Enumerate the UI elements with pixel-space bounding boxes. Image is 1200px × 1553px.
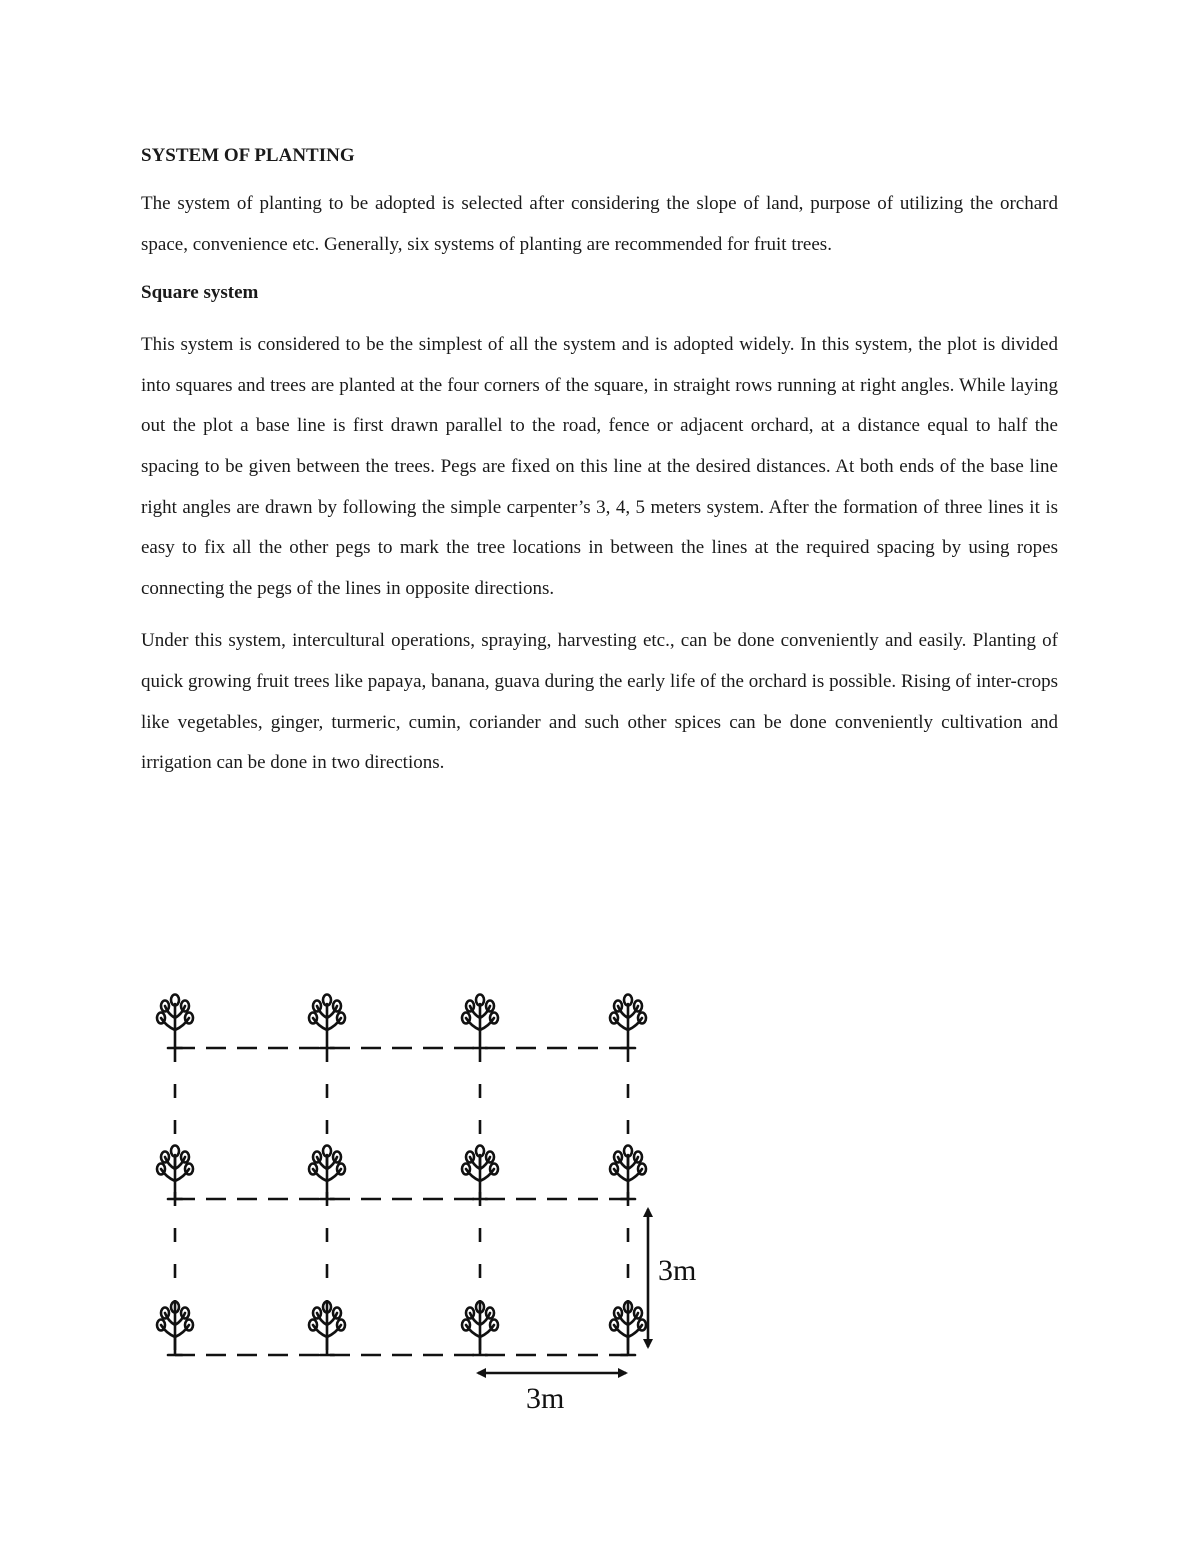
square-system-diagram xyxy=(140,975,740,1435)
sapling-icon xyxy=(462,1146,498,1200)
section-paragraph-1: This system is considered to be the simplest of all the system and is adopted widely. In this system, the plot is divided into squares and trees are planted at the four corners of the square, in straight rows running at right angles. While laying out the plot a base line is first drawn parallel to the road, fence or adjacent orchard, at a distance equal to half the spacing to be given between the trees. Pegs are fixed on this line at the desired distances. At both ends of the base line right angles are drawn by following the simple carpenter’s 3, 4, 5 meters system. After the formation of three lines it is easy to fix all the other pegs to mark the tree locations in between the lines at the required spacing by using ropes connecting the pegs of the lines in opposite directions. xyxy=(141,334,1058,599)
section-heading: Square system xyxy=(141,282,259,304)
document-title: SYSTEM OF PLANTING xyxy=(141,145,355,166)
sapling-icon xyxy=(610,1146,646,1200)
grid-columns xyxy=(175,1048,628,1355)
sapling-icon xyxy=(157,995,193,1049)
vertical-dimension-label: 3m xyxy=(658,1254,697,1287)
intro-paragraph: The system of planting to be adopted is selected after considering the slope of land, purpose of utilizing the orchard space, convenience etc. Generally, six systems of planting are recommended for fruit trees. xyxy=(141,193,1058,255)
section-paragraph-2: Under this system, intercultural operations, spraying, harvesting etc., can be done conveniently and easily. Planting of quick growing fruit trees like papaya, banana, guava during the early life of the orchard is possible. Rising of inter-crops like vegetables, ginger, turmeric, cumin, coriander and such other spices can be done conveniently cultivation and irrigation can be done in two directions. xyxy=(141,630,1058,774)
sapling-icon xyxy=(309,1146,345,1200)
document-body xyxy=(141,140,1058,800)
sapling-icon xyxy=(610,995,646,1049)
grid-lines xyxy=(175,1048,628,1355)
horizontal-dimension-label: 3m xyxy=(526,1382,565,1415)
sapling-icon xyxy=(462,995,498,1049)
sapling-icon xyxy=(157,1146,193,1200)
vertical-dimension xyxy=(648,1209,696,1347)
sapling-icon xyxy=(309,995,345,1049)
horizontal-dimension xyxy=(478,1373,626,1415)
